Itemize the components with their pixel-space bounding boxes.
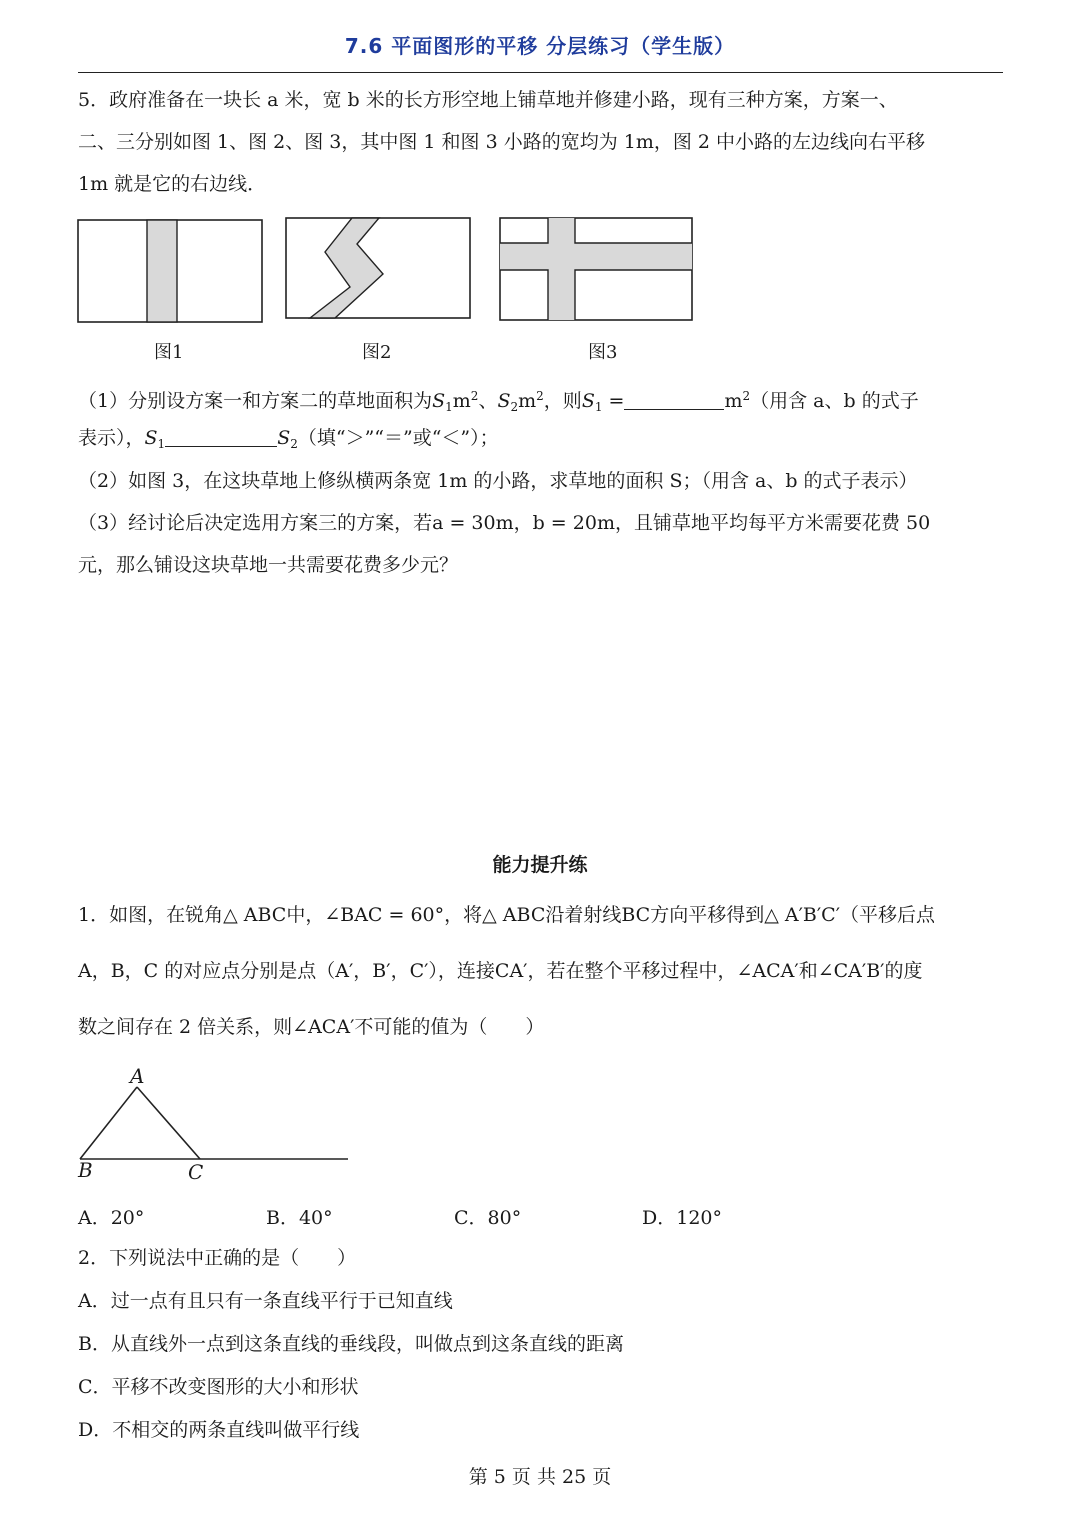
answer-blank-2[interactable] bbox=[165, 426, 277, 447]
p2-stem: 2．下列说法中正确的是（ ） bbox=[78, 1247, 357, 1269]
p2-option-b[interactable]: B．从直线外一点到这条直线的垂线段，叫做点到这条直线的距离 bbox=[78, 1333, 624, 1355]
p2-option-a[interactable]: A．过一点有且只有一条直线平行于已知直线 bbox=[78, 1290, 453, 1312]
unit-m-1: m bbox=[452, 390, 471, 412]
figure-1-label: 图1 bbox=[154, 342, 184, 363]
s1-symbol-3: S bbox=[144, 427, 158, 449]
point-a-label: A bbox=[130, 1064, 145, 1088]
s2-symbol: S bbox=[497, 390, 511, 412]
s1-subscript: 1 bbox=[445, 400, 453, 414]
p1-option-a[interactable]: A．20° bbox=[78, 1207, 145, 1229]
s1-subscript-2: 1 bbox=[594, 400, 603, 414]
p1-line-1: 1．如图，在锐角△ ABC中，∠BAC = 60°，将△ ABC沿着射线BC方向平移得到△ A′B′C′（平移后点 bbox=[78, 904, 936, 926]
figure-2-label: 图2 bbox=[362, 342, 392, 363]
q5-figures bbox=[0, 0, 1080, 340]
q5-part-2: （2）如图 3，在这块草地上修纵横两条宽 1m 的小路，求草地的面积 S；（用含 a、b 的式子表示） bbox=[78, 470, 918, 492]
triangle-diagram bbox=[70, 1062, 370, 1187]
figure-3-rect bbox=[500, 218, 692, 320]
q5-part-3-line-2: 元，那么铺设这块草地一共需要花费多少元？ bbox=[78, 554, 459, 576]
p1-line-3: 数之间存在 2 倍关系，则∠ACA′不可能的值为（ ） bbox=[78, 1016, 545, 1038]
page-header-title: 7.6 平面图形的平移 分层练习（学生版） bbox=[344, 34, 736, 58]
point-c-label: C bbox=[188, 1160, 204, 1184]
figure-2-rect bbox=[286, 218, 470, 318]
s1-symbol: S bbox=[432, 390, 446, 412]
point-b-label: B bbox=[78, 1158, 93, 1182]
separator: 、 bbox=[478, 390, 498, 412]
part-1-line-2-tail: （填“＞”“＝”或“＜”）； bbox=[297, 427, 499, 449]
s1-symbol-2: S bbox=[581, 390, 595, 412]
part-1-text: （1）分别设方案一和方案二的草地面积为 bbox=[78, 390, 433, 412]
p1-option-d[interactable]: D．120° bbox=[642, 1207, 722, 1229]
section-title: 能力提升练 bbox=[492, 854, 588, 876]
answer-blank-1[interactable] bbox=[624, 389, 724, 410]
unit-m-3: m bbox=[724, 390, 743, 412]
q5-line-3: 1m 就是它的右边线． bbox=[78, 173, 267, 195]
q5-part-3-line-1: （3）经讨论后决定选用方案三的方案，若a = 30m，b = 20m，且铺草地平均每平方米需要花费 50 bbox=[78, 512, 931, 534]
unit-sup-3: 2 bbox=[742, 389, 751, 403]
p1-option-b[interactable]: B．40° bbox=[266, 1207, 333, 1229]
part-1-line-2-text: 表示）， bbox=[78, 427, 145, 449]
side-ac bbox=[137, 1087, 200, 1159]
s2-subscript: 2 bbox=[510, 400, 519, 414]
figure-3-label: 图3 bbox=[588, 342, 618, 363]
p2-option-c[interactable]: C．平移不改变图形的大小和形状 bbox=[78, 1376, 359, 1398]
p2-option-d[interactable]: D．不相交的两条直线叫做平行线 bbox=[78, 1419, 360, 1441]
p1-line-2: A，B，C 的对应点分别是点（A′，B′，C′），连接CA′，若在整个平移过程中，∠ACA′和∠CA′B′的度 bbox=[78, 960, 923, 982]
unit-sup-2: 2 bbox=[536, 389, 544, 403]
s2-subscript-2: 2 bbox=[290, 437, 298, 451]
figure-1-rect bbox=[78, 220, 262, 322]
unit-m-2: m bbox=[518, 390, 537, 412]
page-footer: 第 5 页 共 25 页 bbox=[468, 1466, 612, 1488]
unit-sup-1: 2 bbox=[470, 389, 479, 403]
q5-part-1-line-2 bbox=[78, 424, 499, 458]
q5-line-1: 5．政府准备在一块长 a 米，宽 b 米的长方形空地上铺草地并修建小路，现有三种方案，方案一、 bbox=[78, 89, 898, 111]
part-1-tail: （用含 a、b 的式子 bbox=[750, 390, 919, 412]
s1-subscript-3: 1 bbox=[157, 437, 166, 451]
side-ab bbox=[80, 1087, 137, 1159]
then-text: ，则 bbox=[543, 390, 582, 412]
s2-symbol-2: S bbox=[277, 427, 291, 449]
q5-part-1-line-1 bbox=[78, 382, 919, 421]
equals-sign: = bbox=[608, 390, 625, 412]
q5-line-2: 二、三分别如图 1、图 2、图 3，其中图 1 和图 3 小路的宽均为 1m，图 2 中小路的左边线向右平移 bbox=[78, 131, 926, 153]
p1-option-c[interactable]: C．80° bbox=[454, 1207, 522, 1229]
